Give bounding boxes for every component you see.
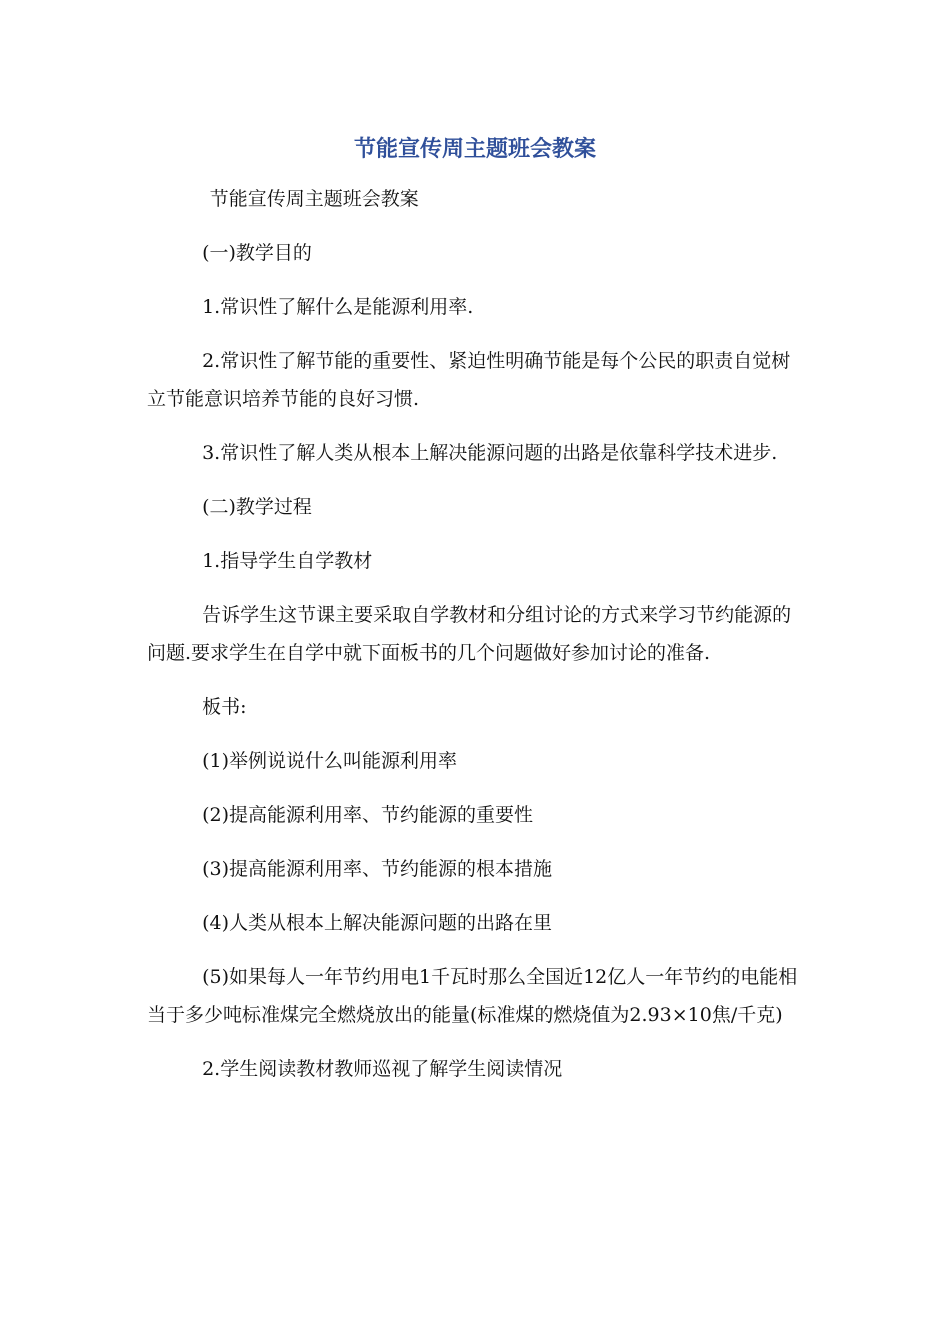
paragraph-objective-3: 3.常识性了解人类从根本上解决能源问题的出路是依靠科学技术进步. bbox=[202, 442, 778, 464]
paragraph-objective-2: 2.常识性了解节能的重要性、紧迫性明确节能是每个公民的职责自觉树立节能意识培养节能的良好习惯. bbox=[147, 350, 791, 410]
paragraph-objective-1: 1.常识性了解什么是能源利用率. bbox=[202, 296, 474, 318]
paragraph-section-objectives: (一)教学目的 bbox=[202, 242, 312, 264]
paragraph-board-item-1: (1)举例说说什么叫能源利用率 bbox=[202, 750, 458, 772]
paragraph-instructions: 告诉学生这节课主要采取自学教材和分组讨论的方式来学习节约能源的问题.要求学生在自学中就下面板书的几个问题做好参加讨论的准备. bbox=[147, 604, 792, 664]
paragraph-board-item-3: (3)提高能源利用率、节约能源的根本措施 bbox=[202, 858, 553, 880]
paragraph-subtitle: 节能宣传周主题班会教案 bbox=[209, 188, 419, 210]
paragraph-board-item-4: (4)人类从根本上解决能源问题的出路在里 bbox=[202, 912, 553, 934]
paragraph-board-item-5: (5)如果每人一年节约用电1千瓦时那么全国近12亿人一年节约的电能相当于多少吨标准煤完全燃烧放出的能量(标准煤的燃烧值为2.93×10焦/千克) bbox=[147, 966, 798, 1026]
paragraph-board-item-2: (2)提高能源利用率、节约能源的重要性 bbox=[202, 804, 534, 826]
paragraph-process-1: 1.指导学生自学教材 bbox=[202, 550, 373, 572]
paragraph-process-2: 2.学生阅读教材教师巡视了解学生阅读情况 bbox=[202, 1058, 563, 1080]
document-body bbox=[147, 180, 807, 1104]
paragraph-section-process: (二)教学过程 bbox=[202, 496, 312, 518]
paragraph-board-label: 板书: bbox=[202, 696, 247, 718]
document-title: 节能宣传周主题班会教案 bbox=[353, 136, 596, 162]
